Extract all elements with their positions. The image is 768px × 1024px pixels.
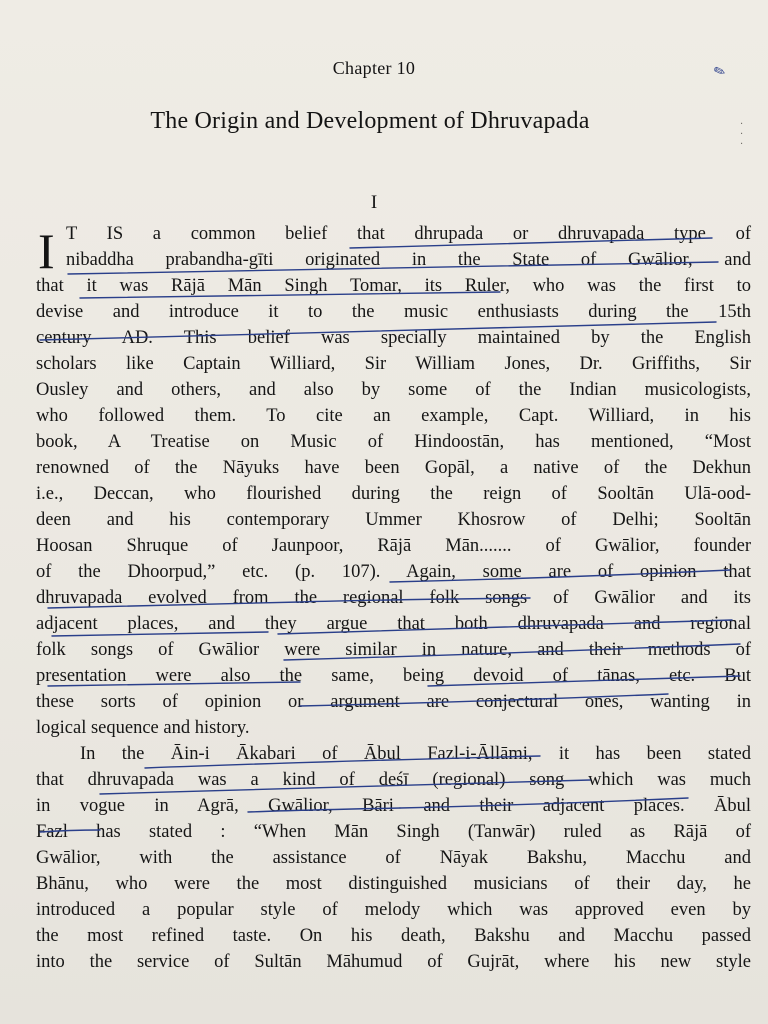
chapter-title: The Origin and Development of Dhruvapada <box>150 108 590 134</box>
text-line: Fazl has stated : “When Mān Singh (Tanwār) ruled as Rājā of <box>36 822 751 842</box>
text-line: introduced a popular style of melody which was approved even by <box>36 900 751 920</box>
text-line: renowned of the Nāyuks have been Gopāl, a native of the Dekhun <box>36 458 751 478</box>
text-line: logical sequence and history. <box>36 718 250 738</box>
text-line: of the Dhoorpud,” etc. (p. 107). Again, some are of opinion that <box>36 562 751 582</box>
chapter-label: Chapter 10 <box>332 58 416 78</box>
text-line: Gwālior, with the assistance of Nāyak Bakshu, Macchu and <box>36 848 751 868</box>
text-line: the most refined taste. On his death, Bakshu and Macchu passed <box>36 926 751 946</box>
text-line: presentation were also the same, being devoid of tānas, etc. But <box>36 666 751 686</box>
pen-mark-icon: ✎ <box>711 62 729 82</box>
drop-cap: I <box>38 223 55 279</box>
text-line: century AD. This belief was specially maintained by the English <box>36 328 751 348</box>
text-line: Bhānu, who were the most distinguished musicians of their day, he <box>36 874 751 894</box>
text-line: In the Āin-i Ākabari of Ābul Fazl-i-Āllāmi, it has been stated <box>80 744 751 764</box>
text-line: i.e., Deccan, who flourished during the reign of Sooltān Ulā-ood- <box>36 484 751 504</box>
text-line: deen and his contemporary Ummer Khosrow of Delhi; Sooltān <box>36 510 751 530</box>
text-line: devise and introduce it to the music enthusiasts during the 15th <box>36 302 751 322</box>
text-line: adjacent places, and they argue that both dhruvapada and regional <box>36 614 751 634</box>
text-line: Ousley and others, and also by some of the Indian musicologists, <box>36 380 751 400</box>
text-line: into the service of Sultān Māhumud of Gujrāt, where his new style <box>36 952 751 972</box>
text-line: that it was Rājā Mān Singh Tomar, its Ruler, who was the first to <box>36 276 751 296</box>
text-line: book, A Treatise on Music of Hindoostān, has mentioned, “Most <box>36 432 751 452</box>
text-line: Hoosan Shruque of Jaunpoor, Rājā Mān....... of Gwālior, founder <box>36 536 751 556</box>
page-edge-marks: · · · <box>740 119 744 150</box>
text-line: T IS a common belief that dhrupada or dhruvapada type of <box>66 224 751 244</box>
text-line: nibaddha prabandha-gīti originated in the State of Gwālior, and <box>66 250 751 270</box>
text-line: folk songs of Gwālior were similar in nature, and their methods of <box>36 640 751 660</box>
text-line: that dhruvapada was a kind of deśī (regional) song which was much <box>36 770 751 790</box>
text-line: dhruvapada evolved from the regional folk songs of Gwālior and its <box>36 588 751 608</box>
text-line: scholars like Captain Williard, Sir William Jones, Dr. Griffiths, Sir <box>36 354 751 374</box>
text-line: who followed them. To cite an example, Capt. Williard, in his <box>36 406 751 426</box>
section-numeral: I <box>370 192 378 213</box>
text-line: these sorts of opinion or argument are conjectural ones, wanting in <box>36 692 751 712</box>
text-line: in vogue in Agrā, Gwālior, Bāri and their adjacent places. Ābul <box>36 796 751 816</box>
